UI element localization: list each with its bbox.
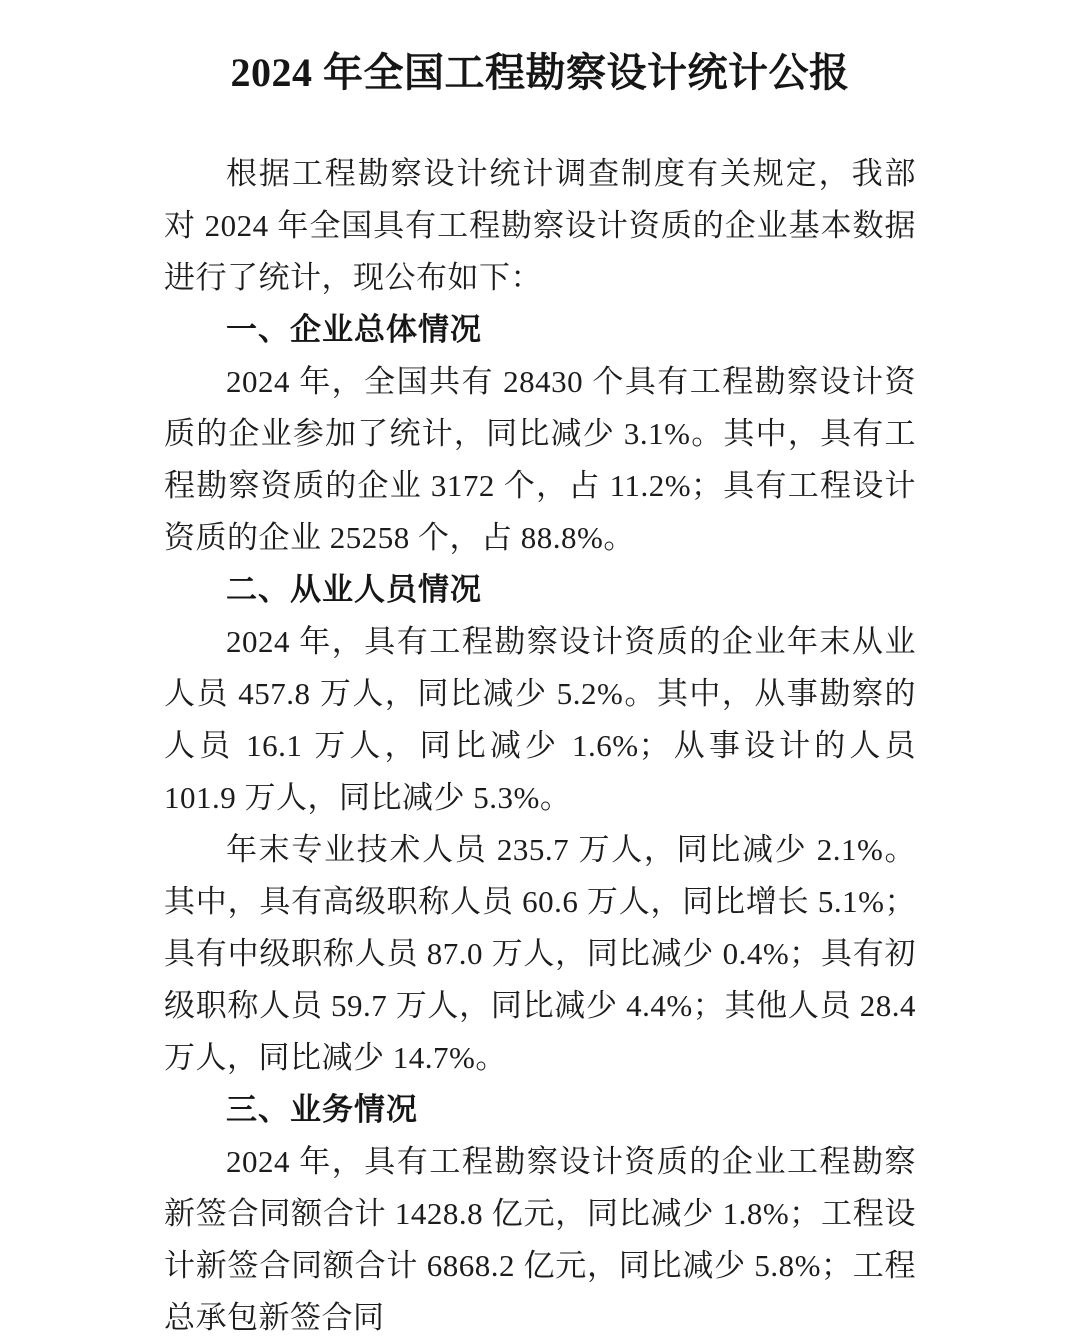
section-employees [164, 564, 916, 1084]
document-title: 2024 年全国工程勘察设计统计公报 [230, 50, 850, 95]
section-business [164, 1084, 916, 1344]
section-1-paragraph-1: 2024 年，全国共有 28430 个具有工程勘察设计资质的企业参加了统计，同比减少 3.1%。其中，具有工程勘察资质的企业 3172 个，占 11.2%；具有工程设计资质的企业 25258 个，占 88.8%。 [164, 364, 916, 555]
section-2-heading: 二、从业人员情况 [226, 572, 482, 607]
section-2-paragraph-2: 年末专业技术人员 235.7 万人，同比减少 2.1%。其中，具有高级职称人员 60.6 万人，同比增长 5.1%；具有中级职称人员 87.0 万人，同比减少 0.4%；具有初级职称人员 59.7 万人，同比减少 4.4%；其他人员 28.4 万人，同比减少 14.7%。 [164, 832, 916, 1075]
section-enterprise-overview [164, 304, 916, 564]
intro-paragraph: 根据工程勘察设计统计调查制度有关规定，我部对 2024 年全国具有工程勘察设计资质的企业基本数据进行了统计，现公布如下： [164, 156, 916, 295]
section-3-heading: 三、业务情况 [226, 1092, 418, 1127]
section-3-paragraph-1: 2024 年，具有工程勘察设计资质的企业工程勘察新签合同额合计 1428.8 亿元，同比减少 1.8%；工程设计新签合同额合计 6868.2 亿元，同比减少 5.8%；工程总承包新签合同 [164, 1144, 916, 1335]
document-body [164, 0, 916, 1344]
section-2-paragraph-1: 2024 年，具有工程勘察设计资质的企业年末从业人员 457.8 万人，同比减少 5.2%。其中，从事勘察的人员 16.1 万人，同比减少 1.6%；从事设计的人员 101.9 万人，同比减少 5.3%。 [164, 624, 916, 815]
section-1-heading: 一、企业总体情况 [226, 312, 482, 347]
